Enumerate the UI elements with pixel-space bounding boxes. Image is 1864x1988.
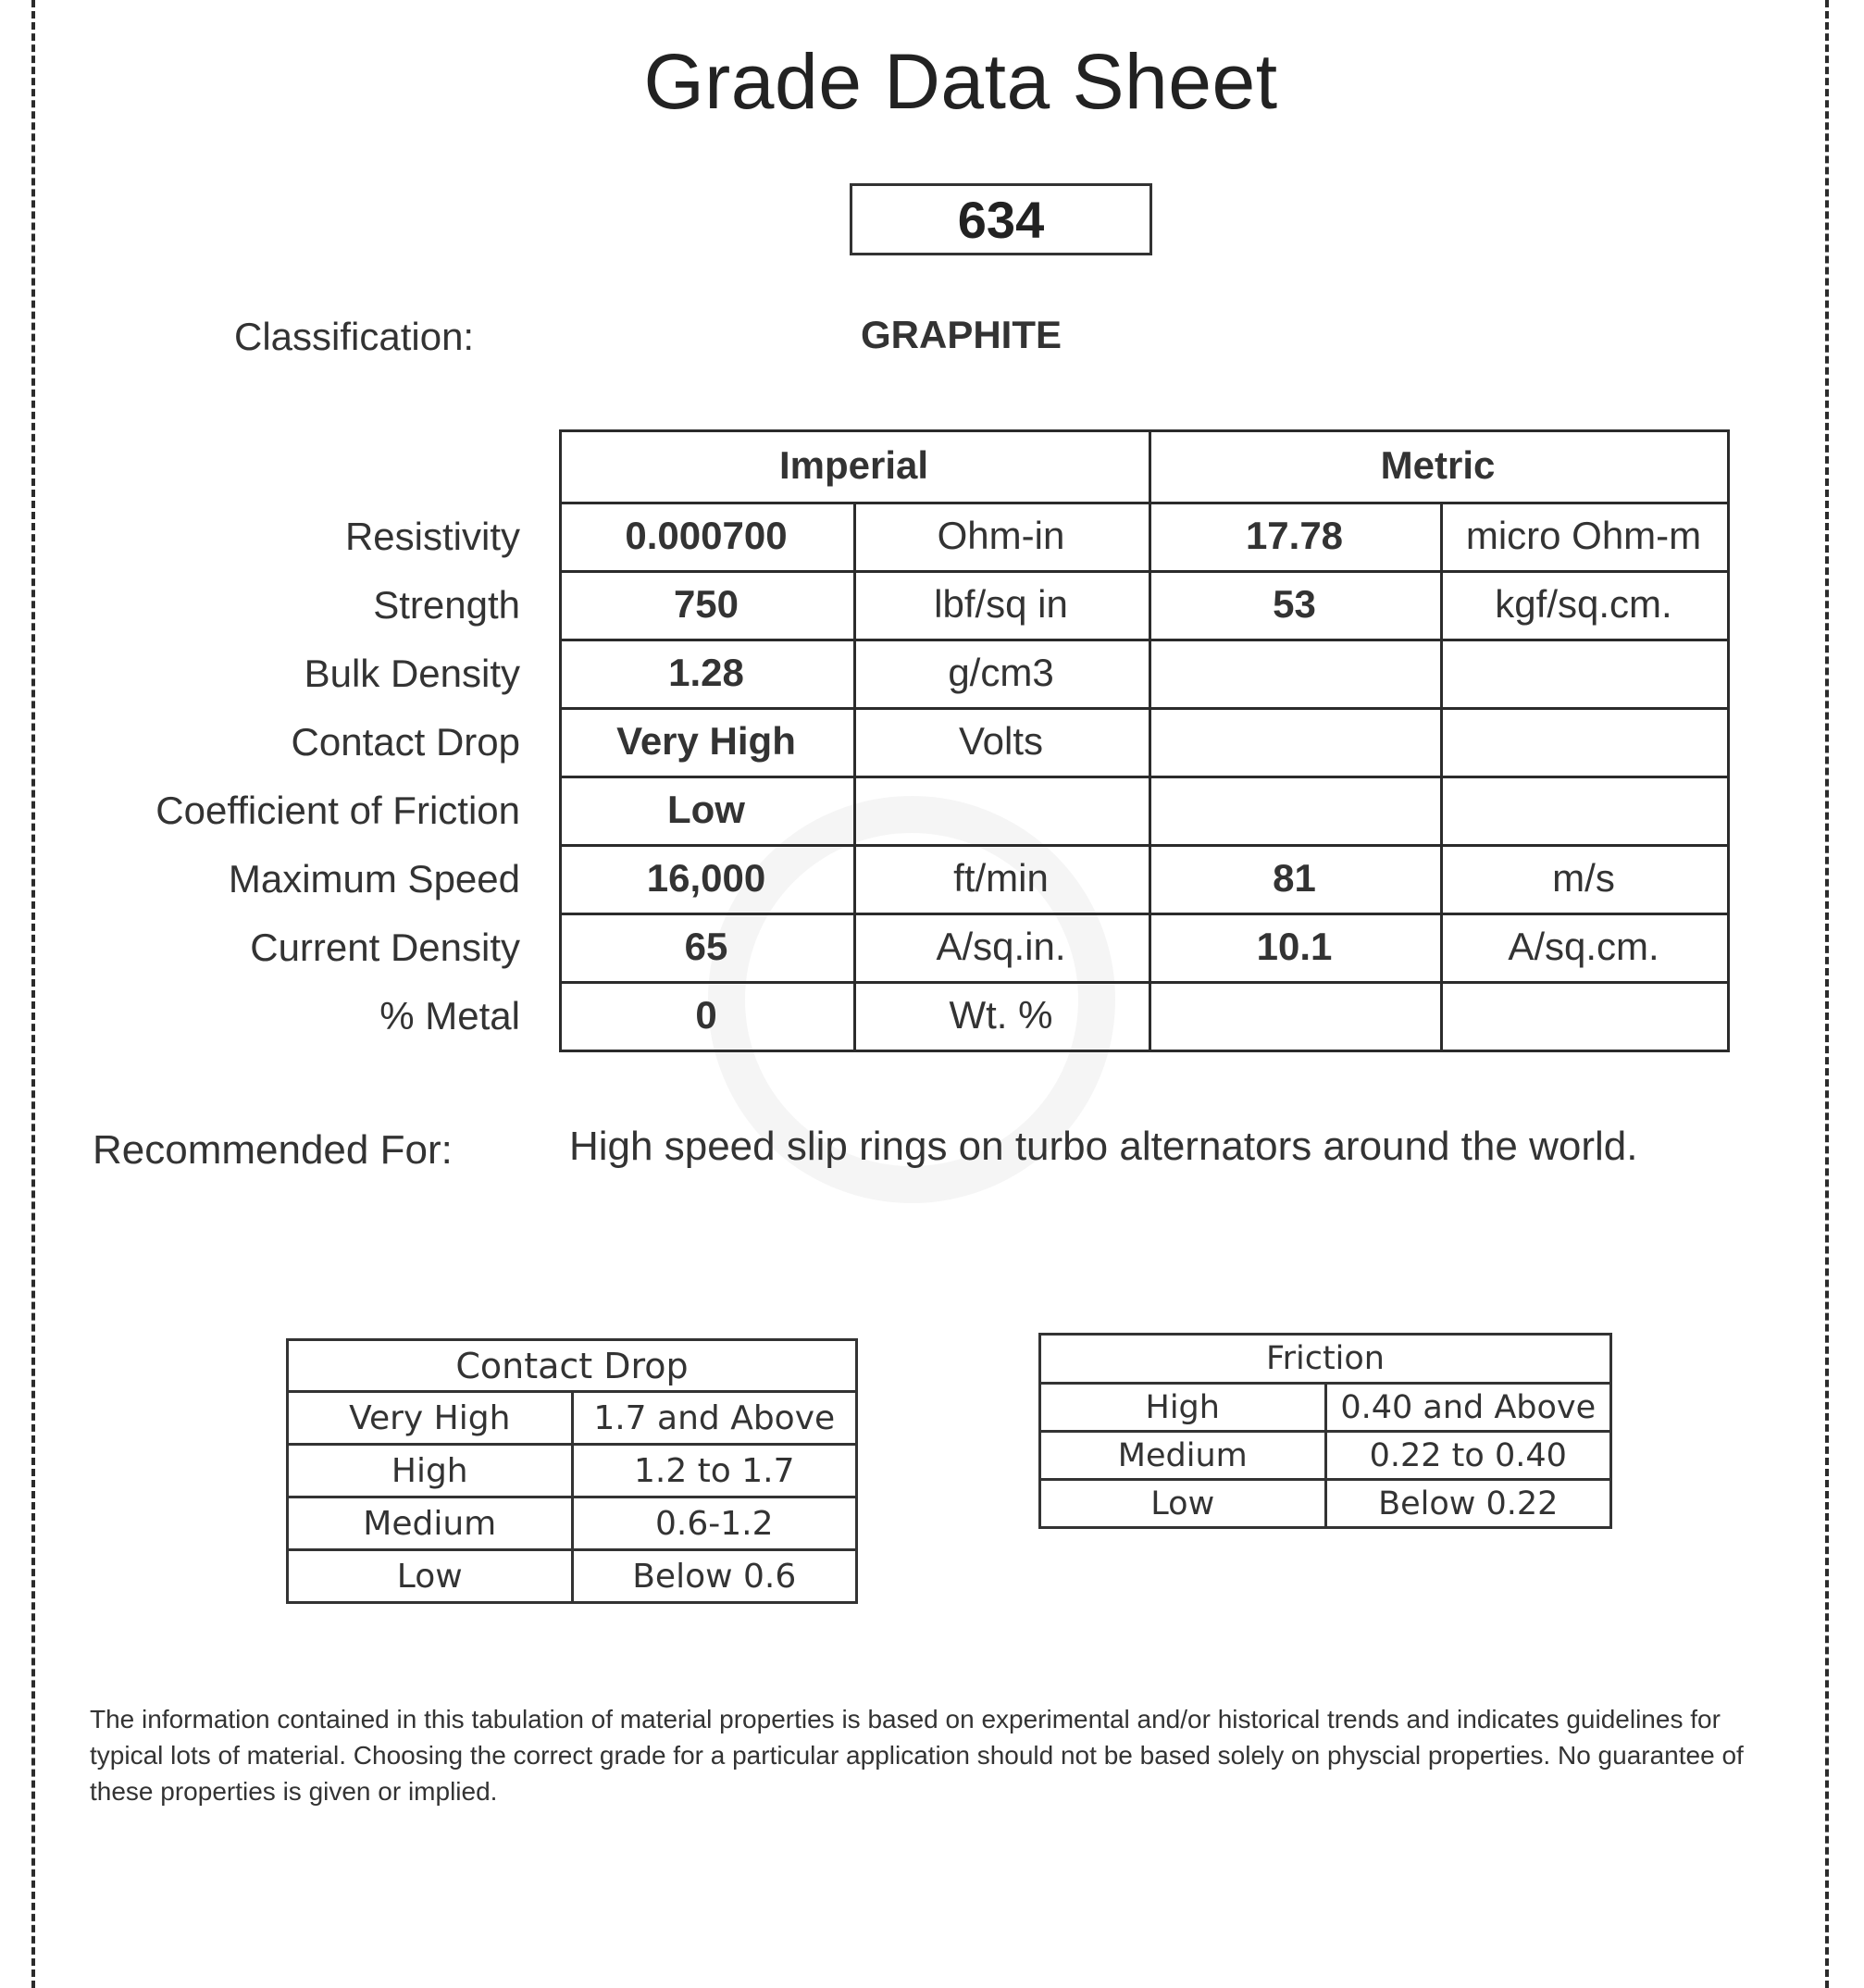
- metric-value-cell: 53: [1273, 582, 1316, 626]
- imperial-value-cell: 65: [684, 925, 728, 968]
- range-cell: Below 0.6: [572, 1550, 857, 1603]
- classification-value: GRAPHITE: [861, 313, 1062, 356]
- recommended-label: Recommended For:: [93, 1127, 453, 1173]
- metric-unit-cell: [1440, 707, 1727, 776]
- imperial-unit-cell: Volts: [958, 719, 1044, 763]
- property-row-label: % Metal: [379, 994, 520, 1037]
- metric-value-cell: 10.1: [1256, 925, 1333, 968]
- imperial-unit-cell: A/sq.in.: [936, 925, 1066, 968]
- recommended-text: High speed slip rings on turbo alternators around the world.: [569, 1124, 1638, 1169]
- metric-unit-cell: A/sq.cm.: [1508, 925, 1659, 968]
- level-cell: Medium: [288, 1497, 573, 1550]
- range-cell: 0.40 and Above: [1325, 1384, 1611, 1432]
- page-title: Grade Data Sheet: [643, 38, 1278, 125]
- imperial-unit-cell: [853, 776, 1149, 844]
- metric-value-cell: 17.78: [1245, 514, 1344, 557]
- metric-unit-cell: micro Ohm-m: [1465, 514, 1702, 557]
- legend-row: [1040, 1480, 1611, 1528]
- range-cell: 0.22 to 0.40: [1325, 1432, 1611, 1480]
- legend-row: [288, 1550, 857, 1603]
- imperial-unit-cell: Wt. %: [949, 993, 1053, 1037]
- legend-row: [288, 1497, 857, 1550]
- level-cell: High: [288, 1445, 573, 1497]
- level-cell: Very High: [288, 1392, 573, 1445]
- imperial-unit-cell: Ohm-in: [937, 514, 1065, 557]
- range-cell: 0.6-1.2: [572, 1497, 857, 1550]
- property-row-label: Contact Drop: [291, 720, 520, 764]
- imperial-unit-cell: ft/min: [953, 856, 1049, 900]
- metric-unit-cell: [1440, 639, 1727, 707]
- metric-header: Metric: [1380, 443, 1496, 487]
- imperial-value-cell: 16,000: [646, 856, 766, 900]
- metric-value-cell: 81: [1273, 856, 1316, 900]
- legend-row: [288, 1392, 857, 1445]
- imperial-value-cell: 1.28: [668, 651, 744, 694]
- legend-row: [1040, 1384, 1611, 1432]
- level-cell: Low: [288, 1550, 573, 1603]
- friction-table: [1038, 1333, 1612, 1529]
- property-row-label: Bulk Density: [304, 652, 520, 695]
- left-dashed-border: [31, 0, 35, 1988]
- disclaimer-text: The information contained in this tabulation of material properties is based on experimental and/or historical trends and indicates guidelines for typical lots of material. Choosing the correct grade for a particular application should not be based solely on physcial properties. No guarantee of these properties is given or implied.: [90, 1705, 1744, 1806]
- table-row-divider: [559, 1050, 1730, 1052]
- imperial-value-cell: Low: [667, 788, 745, 831]
- legend-row: [1040, 1432, 1611, 1480]
- metric-value-cell: [1149, 639, 1440, 707]
- metric-unit-cell: kgf/sq.cm.: [1495, 582, 1672, 626]
- imperial-unit-cell: g/cm3: [948, 651, 1054, 694]
- grade-number: 634: [957, 190, 1045, 249]
- range-cell: 1.2 to 1.7: [572, 1445, 857, 1497]
- property-row-label: Current Density: [250, 926, 520, 969]
- legend-row: [288, 1445, 857, 1497]
- contact-drop-title: Contact Drop: [288, 1340, 857, 1392]
- level-cell: Medium: [1040, 1432, 1326, 1480]
- imperial-value-cell: 0.000700: [625, 514, 788, 557]
- metric-unit-cell: [1440, 981, 1727, 1050]
- property-row-label: Strength: [373, 583, 520, 627]
- imperial-header: Imperial: [778, 443, 929, 487]
- property-row-label: Resistivity: [344, 515, 520, 558]
- metric-unit-cell: m/s: [1552, 856, 1615, 900]
- right-dashed-border: [1825, 0, 1829, 1988]
- metric-value-cell: [1149, 707, 1440, 776]
- property-row-label: Coefficient of Friction: [155, 789, 520, 832]
- property-row-label: Maximum Speed: [228, 857, 520, 901]
- metric-value-cell: [1149, 776, 1440, 844]
- contact-drop-table: [286, 1338, 858, 1604]
- classification-label: Classification:: [234, 315, 475, 358]
- imperial-value-cell: Very High: [616, 719, 796, 763]
- friction-title: Friction: [1040, 1335, 1611, 1384]
- metric-unit-cell: [1440, 776, 1727, 844]
- level-cell: Low: [1040, 1480, 1326, 1528]
- imperial-unit-cell: lbf/sq in: [934, 582, 1068, 626]
- metric-value-cell: [1149, 981, 1440, 1050]
- grade-number-box: [850, 183, 1152, 255]
- table-border: [1727, 429, 1730, 1052]
- range-cell: Below 0.22: [1325, 1480, 1611, 1528]
- range-cell: 1.7 and Above: [572, 1392, 857, 1445]
- imperial-value-cell: 750: [673, 582, 739, 626]
- level-cell: High: [1040, 1384, 1326, 1432]
- imperial-value-cell: 0: [695, 993, 717, 1037]
